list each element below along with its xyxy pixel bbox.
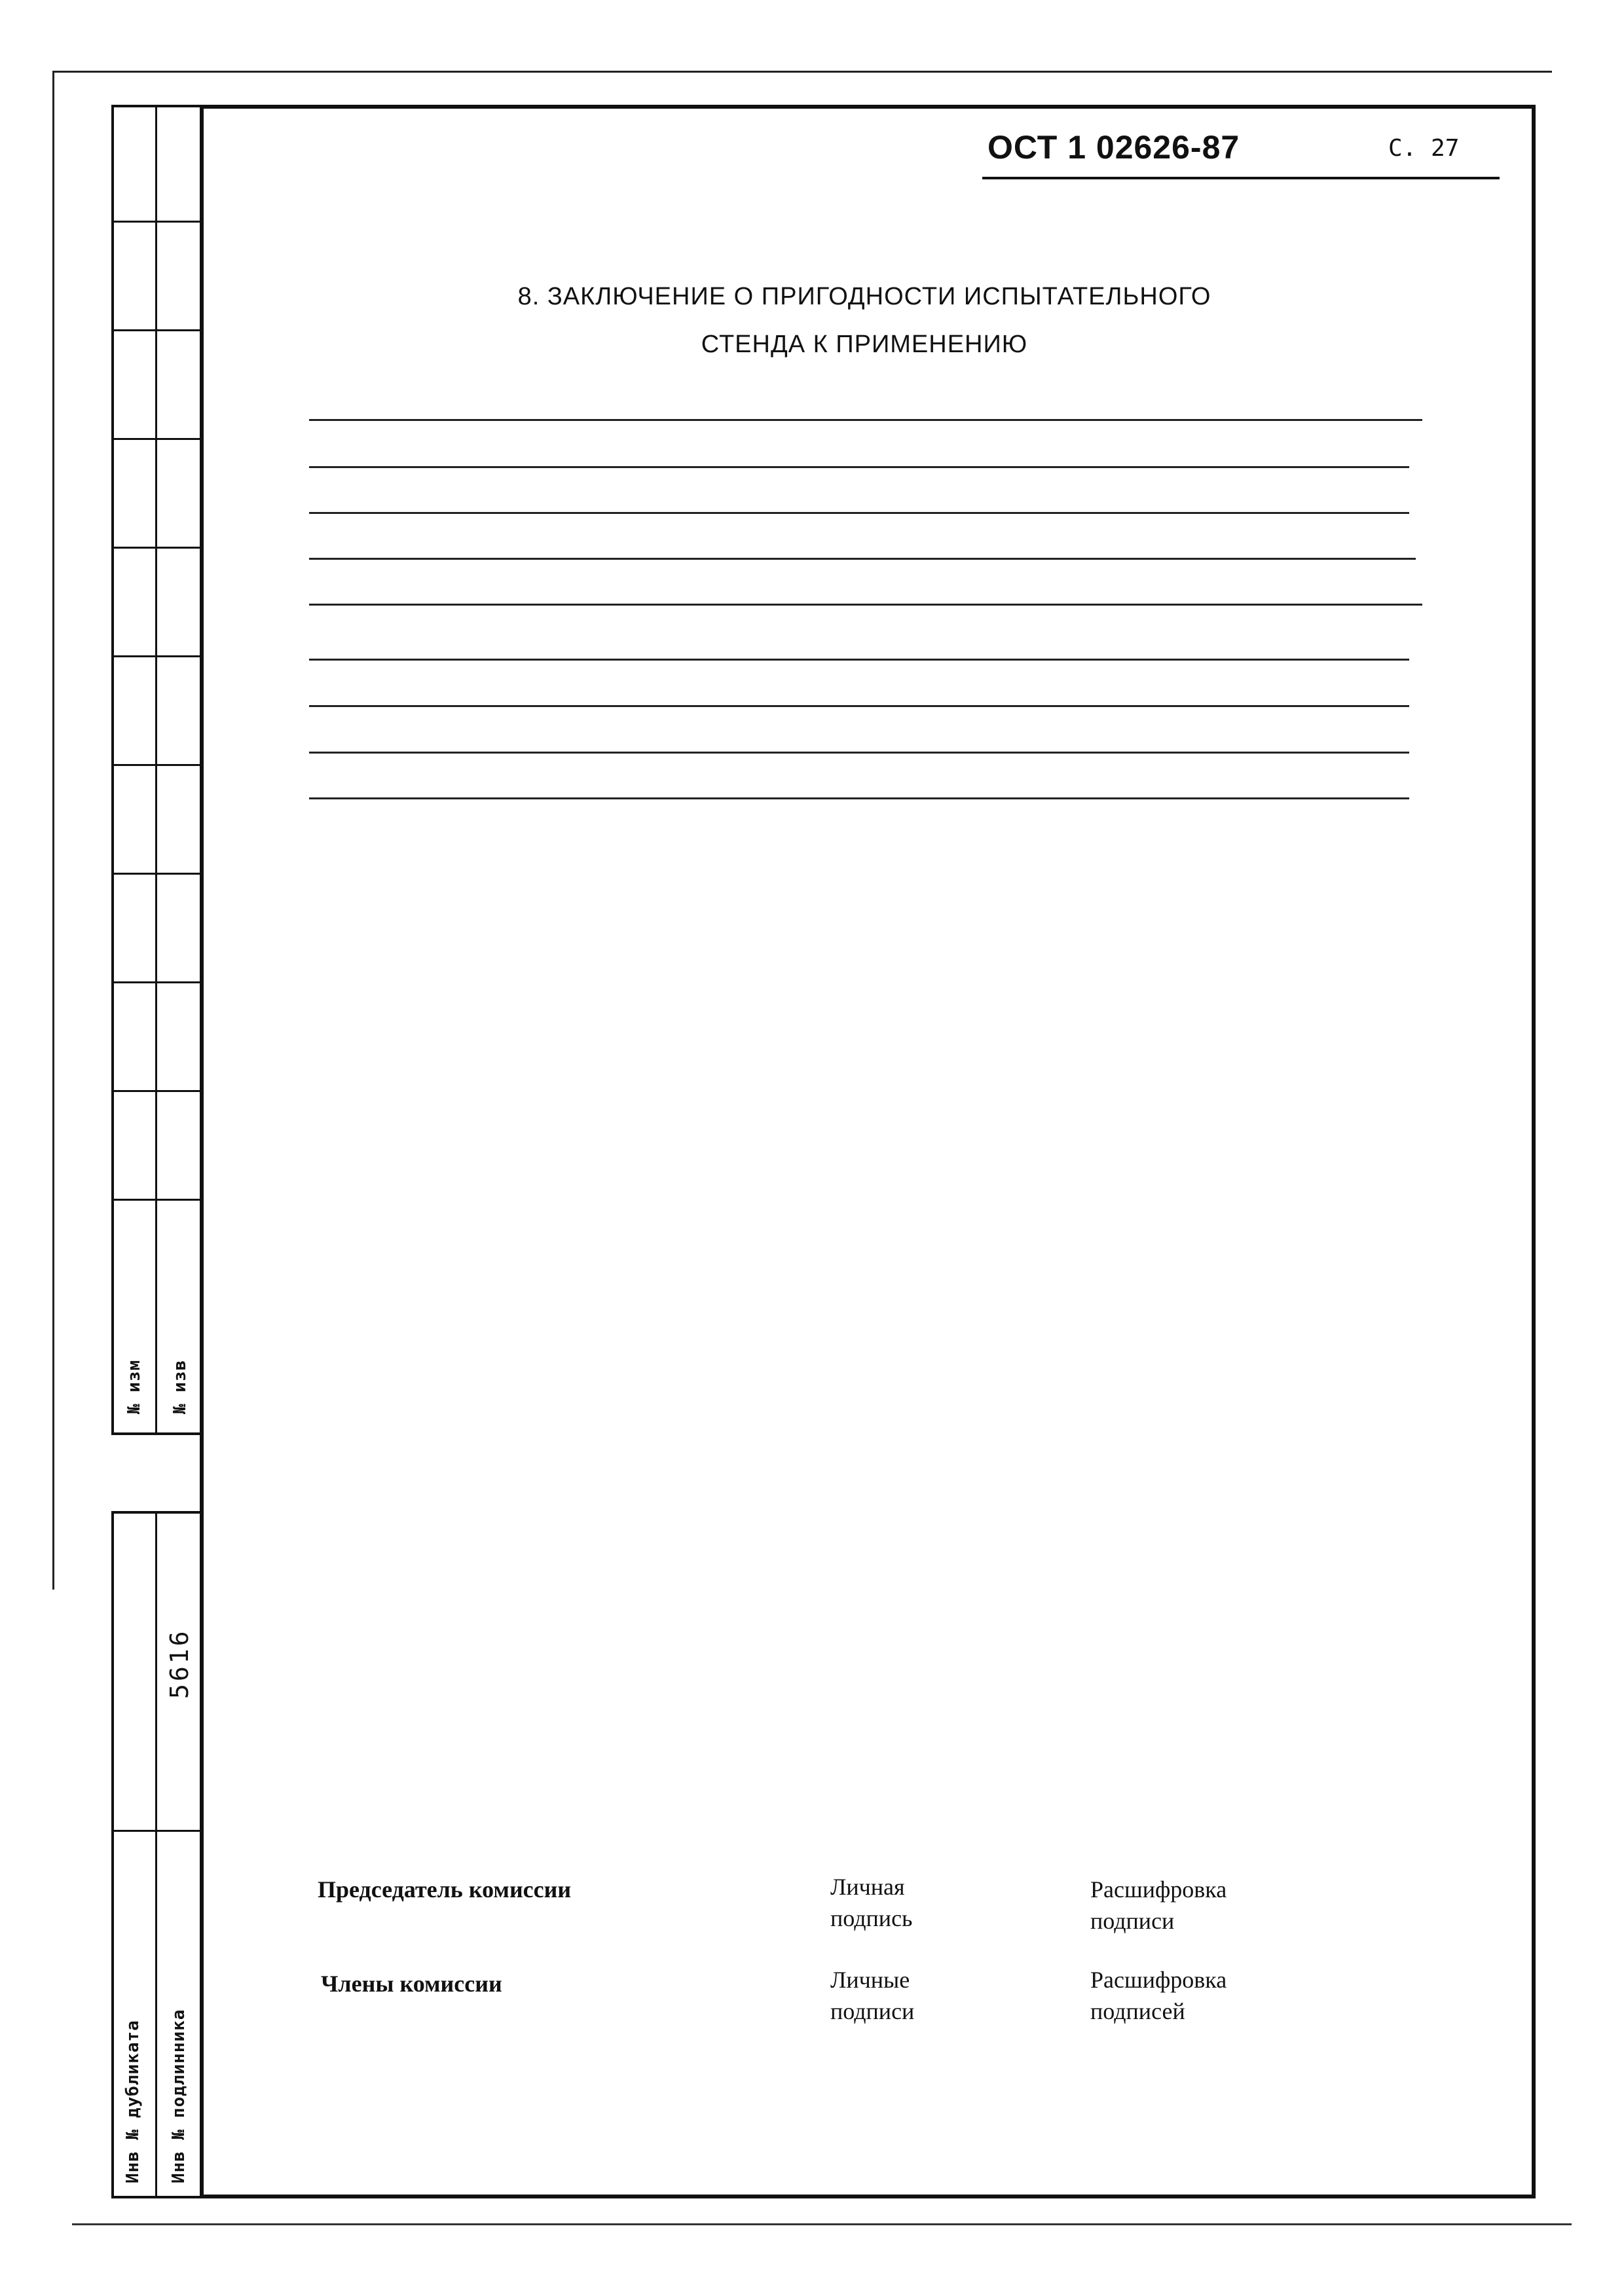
outer-left-rule: [52, 71, 54, 1590]
side-stamp-upper-divider: [155, 105, 157, 1435]
side-stamp-row-divider: [111, 981, 202, 983]
side-stamp-row-divider: [111, 547, 202, 549]
personal-signature-line-2: подпись: [830, 1905, 913, 1931]
signatures-decoding-line-1: Расшифровка: [1090, 1967, 1227, 1993]
outer-top-rule: [52, 71, 1552, 73]
original-inventory-label: Инв № подлинника: [169, 2009, 189, 2183]
conclusion-line: [309, 419, 1422, 421]
conclusion-line: [309, 797, 1409, 799]
conclusion-line: [309, 752, 1409, 754]
section-title-line-2: СТЕНДА К ПРИМЕНЕНИЮ: [701, 331, 1028, 358]
personal-signatures-line-2: подписи: [830, 1998, 915, 2024]
side-stamp-row-divider: [111, 1090, 202, 1092]
personal-signatures-line-1: Личные: [830, 1967, 910, 1993]
header-underline: [982, 177, 1500, 179]
side-stamp-row-divider: [111, 655, 202, 657]
conclusion-line: [309, 558, 1416, 560]
original-inventory-value: 5616: [165, 1628, 194, 1699]
personal-signature-label: [830, 1871, 912, 1934]
change-no-label: № изм: [124, 1359, 144, 1414]
side-stamp-row-divider: [111, 438, 202, 440]
section-title-line-1: 8. ЗАКЛЮЧЕНИЕ О ПРИГОДНОСТИ ИСПЫТАТЕЛЬНОГО: [517, 283, 1211, 310]
side-stamp-row-divider: [111, 873, 202, 875]
notice-no-label: № изв: [170, 1359, 190, 1414]
chairman-label: Председатель комиссии: [318, 1876, 572, 1903]
signature-decoding-label: [1090, 1874, 1227, 1937]
side-stamp-row-divider: [111, 221, 202, 223]
signatures-decoding-label: [1090, 1964, 1227, 2027]
side-stamp-row-divider: [111, 1199, 202, 1201]
conclusion-line: [309, 659, 1409, 661]
side-stamp-lower-row-divider: [111, 1830, 202, 1832]
bottom-rule: [72, 2223, 1572, 2225]
conclusion-line: [309, 604, 1422, 606]
signatures-decoding-line-2: подписей: [1090, 1998, 1185, 2024]
signature-decoding-line-1: Расшифровка: [1090, 1876, 1227, 1903]
document-code: ОСТ 1 02626-87: [987, 129, 1240, 166]
page-number: С. 27: [1388, 135, 1460, 162]
side-stamp-row-divider: [111, 764, 202, 766]
side-stamp-row-divider: [111, 329, 202, 331]
conclusion-line: [309, 705, 1409, 707]
conclusion-line: [309, 512, 1409, 514]
duplicate-inventory-label: Инв № дубликата: [123, 2020, 143, 2183]
side-stamp-lower-divider: [155, 1511, 157, 2198]
conclusion-line: [309, 466, 1409, 468]
personal-signature-line-1: Личная: [830, 1874, 905, 1900]
signature-decoding-line-2: подписи: [1090, 1908, 1175, 1934]
members-label: Члены комиссии: [321, 1971, 502, 1997]
personal-signatures-label: [830, 1964, 914, 2027]
